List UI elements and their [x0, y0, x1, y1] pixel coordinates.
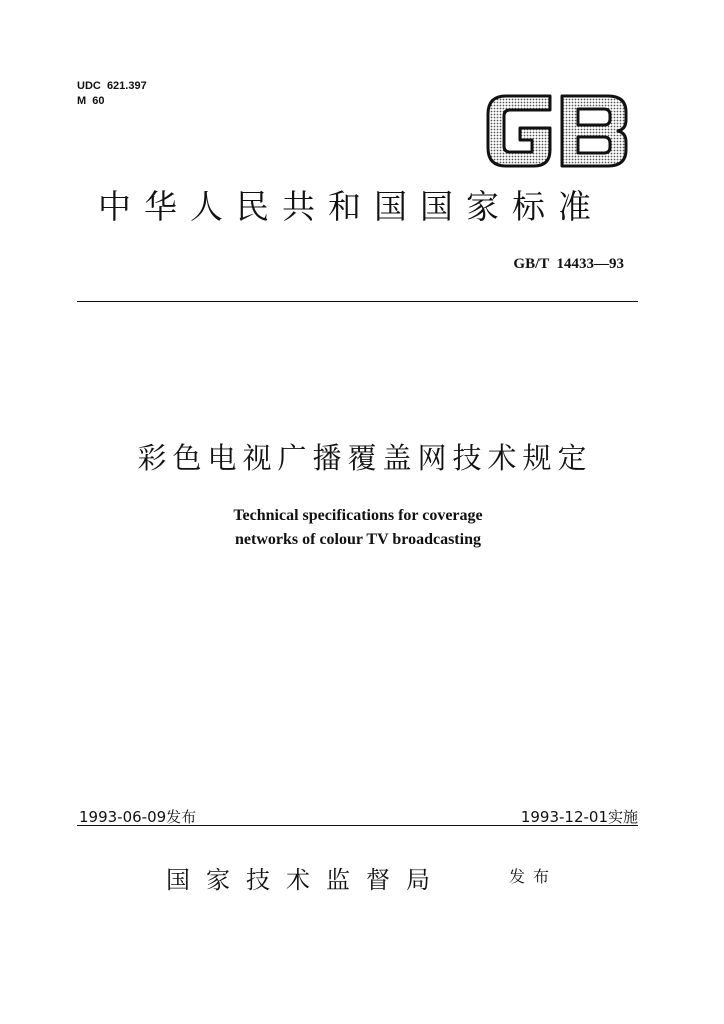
- classification-code: M 60: [77, 95, 105, 107]
- top-divider: [77, 301, 638, 302]
- document-title-english-line-2: networks of colour TV broadcasting: [235, 531, 481, 548]
- bottom-divider: [77, 825, 638, 826]
- document-title-chinese: 彩色电视广播覆盖网技术规定: [137, 441, 593, 475]
- release-date: 1993-06-09发布: [79, 808, 197, 826]
- classification-block: [77, 79, 147, 109]
- document-title-english: [0, 504, 716, 552]
- gb-logo: [484, 92, 630, 170]
- standard-title: 中华人民共和国国家标准: [98, 187, 604, 226]
- publisher-name: 国家技术监督局: [166, 866, 446, 894]
- udc-code: UDC 621.397: [77, 80, 147, 92]
- effective-date: 1993-12-01实施: [520, 808, 638, 826]
- document-title-english-line-1: Technical specifications for coverage: [233, 507, 483, 524]
- standard-number: GB/T 14433—93: [513, 256, 624, 272]
- publish-label: 发布: [509, 867, 558, 886]
